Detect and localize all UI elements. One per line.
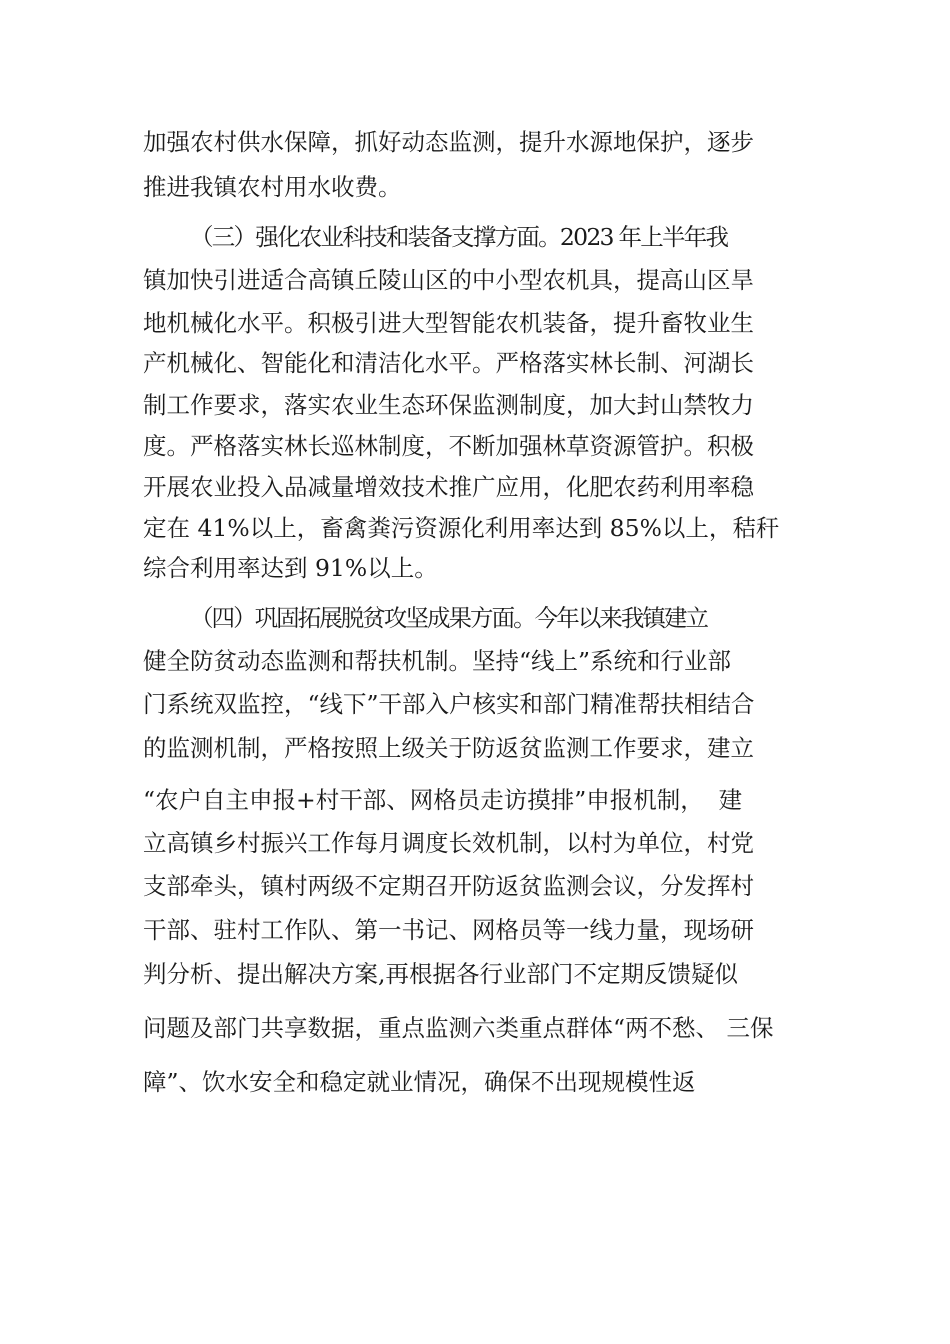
text-line-7: 制工作要求，落实农业生态环保监测制度，加大封山禁牧力 bbox=[143, 391, 754, 419]
text-line-21: 问题及部门共享数据，重点监测六类重点群体“两不愁、 三保 bbox=[143, 1014, 774, 1042]
text-line-8: 度。严格落实林长巡林制度，不断加强林草资源管护。积极 bbox=[143, 432, 754, 460]
text-line-4: 镇加快引进适合高镇丘陵山区的中小型农机具，提高山区旱 bbox=[143, 266, 754, 294]
text-line-9: 开展农业投入品减量增效技术推广应用，化肥农药利用率稳 bbox=[143, 473, 754, 501]
text-line-11: 综合利用率达到 91%以上。 bbox=[143, 554, 438, 582]
text-line-17: 立高镇乡村振兴工作每月调度长效机制，以村为单位，村党 bbox=[143, 829, 754, 857]
text-line-20: 判分析、提出解决方案,再根据各行业部门不定期反馈疑似 bbox=[143, 960, 738, 988]
text-line-14: 门系统双监控，“线下”干部入户核实和部门精准帮扶相结合 bbox=[143, 690, 755, 718]
text-line-18: 支部牵头，镇村两级不定期召开防返贫监测会议，分发挥村 bbox=[143, 872, 754, 900]
text-line-13: 健全防贫动态监测和帮扶机制。坚持“线上”系统和行业部 bbox=[143, 647, 732, 675]
text-line-22: 障”、饮水安全和稳定就业情况，确保不出现规模性返 bbox=[143, 1068, 696, 1096]
text-line-15: 的监测机制，严格按照上级关于防返贫监测工作要求，建立 bbox=[143, 734, 754, 762]
text-line-16: “农户自主申报+村干部、网格员走访摸排”申报机制， 建 bbox=[143, 786, 743, 814]
text-line-5: 地机械化水平。积极引进大型智能农机装备，提升畜牧业生 bbox=[143, 309, 754, 337]
text-line-2: 推进我镇农村用水收费。 bbox=[143, 173, 402, 201]
text-line-1: 加强农村供水保障，抓好动态监测，提升水源地保护，逐步 bbox=[143, 128, 754, 156]
text-line-6: 产机械化、智能化和清洁化水平。严格落实林长制、河湖长 bbox=[143, 349, 754, 377]
text-line-10: 定在 41%以上，畜禽粪污资源化利用率达到 85%以上，秸秆 bbox=[143, 514, 780, 542]
section-heading-3: （三）强化农业科技和装备支撑方面。2023 年上半年我 bbox=[190, 223, 728, 251]
section-heading-4: （四）巩固拓展脱贫攻坚成果方面。今年以来我镇建立 bbox=[190, 604, 707, 632]
text-line-19: 干部、驻村工作队、第一书记、网格员等一线力量，现场研 bbox=[143, 916, 754, 944]
